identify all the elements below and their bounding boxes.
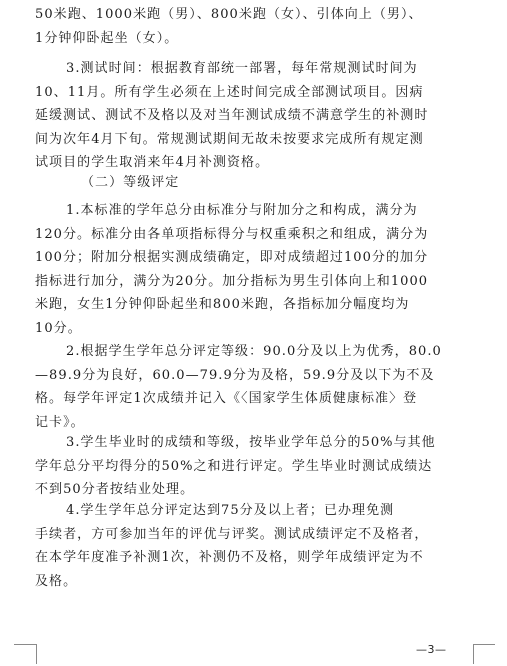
paragraph-1 — [35, 199, 475, 341]
crop-mark-right-vertical — [473, 644, 474, 664]
text-line: 记卡》。 — [35, 414, 85, 430]
text-line: 4.学生学年总分评定达到75分及以上者；已办理免测 — [66, 503, 395, 518]
section-title: （二）等级评定 — [81, 175, 180, 190]
text-line: 2.根据学生学年总分评定等级：90.0分及以上为优秀，80.0 — [66, 344, 442, 359]
text-line: 延缓测试、测试不及格以及对当年测试成绩不满意学生的补测时 — [35, 108, 429, 124]
paragraph-2 — [35, 340, 475, 434]
section-heading — [35, 171, 475, 195]
text-line: 米跑，女生1分钟仰卧起坐和800米跑，各指标加分幅度均为 — [35, 297, 410, 313]
page-number: —3— — [416, 643, 447, 656]
text-line: 10、11月。所有学生必须在上述时间完成全部测试项目。因病 — [35, 84, 424, 100]
text-line: 手续者，方可参加当年的评优与评奖。测试成绩评定不及格者， — [35, 526, 429, 542]
paragraph-4 — [35, 499, 475, 593]
crop-mark-left-horizontal — [14, 644, 36, 645]
text-line: —89.9分为良好，60.0—79.9分为及格，59.9分及以下为不及 — [35, 367, 435, 383]
text-line: 3.学生毕业时的成绩和等级，按毕业学年总分的50%与其他 — [66, 435, 436, 450]
crop-mark-right-horizontal — [473, 644, 495, 645]
body-text — [35, 3, 475, 50]
paragraph-3 — [35, 431, 475, 502]
crop-mark-left-vertical — [36, 644, 37, 664]
text-line: 1分钟仰卧起坐（女）。 — [35, 30, 179, 46]
text-line: 间为次年4月下旬。常规测试期间无故未按要求完成所有规定测 — [35, 131, 424, 147]
text-line: 及格。 — [35, 573, 78, 589]
text-line: 在本学年度准予补测1次，补测仍不及格，则学年成绩评定为不 — [35, 550, 424, 566]
text-line: 10分。 — [35, 320, 82, 336]
text-line: 不到50分者按结业处理。 — [35, 482, 195, 498]
text-line: 50米跑、1000米跑（男）、800米跑（女）、引体向上（男）、 — [35, 7, 423, 22]
text-line: 1.本标准的学年总分由标准分与附加分之和构成，满分为 — [66, 203, 418, 218]
text-line: 100分；附加分根据实测成绩确定，即对成绩超过100分的加分 — [35, 250, 429, 266]
paragraph-test-time — [35, 57, 475, 175]
text-line: 试项目的学生取消来年4月补测资格。 — [35, 155, 270, 171]
text-line: 120分。标准分由各单项指标得分与权重乘积之和组成，满分为 — [35, 226, 429, 242]
text-line: 学年总分平均得分的50%之和进行评定。学生毕业时测试成绩达 — [35, 458, 433, 474]
text-line: 指标进行加分，满分为20分。加分指标为男生引体向上和1000 — [35, 273, 429, 289]
text-line: 格。每学年评定1次成绩并记入《〈国家学生体质健康标准〉登 — [35, 391, 418, 407]
text-line: 3.测试时间：根据教育部统一部署，每年常规测试时间为 — [66, 61, 418, 76]
